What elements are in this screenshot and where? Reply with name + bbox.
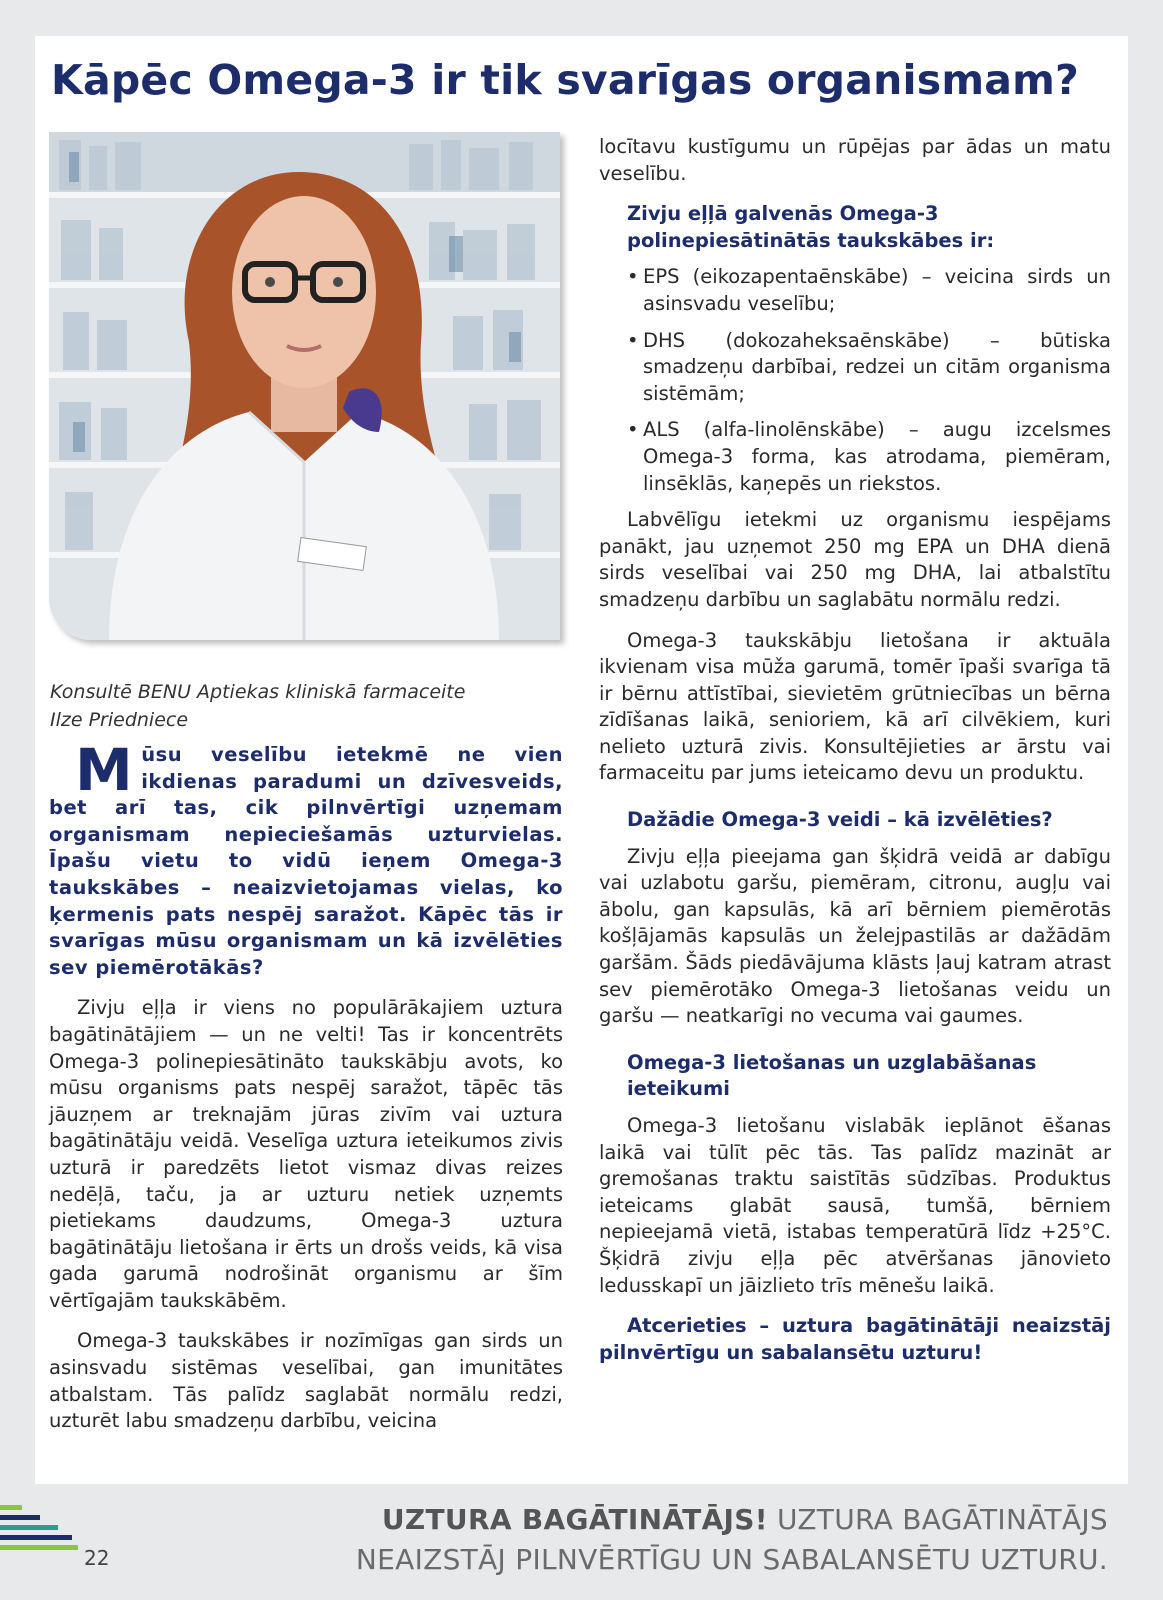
footer-disclaimer [356,1500,1108,1580]
list-item: • EPS (eikozapentaēnskābe) – veicina sirds un asinsvadu veselību; [627,264,1111,317]
footer-line-1 [356,1500,1108,1540]
subheading-types: Dažādie Omega-3 veidi – kā izvēlēties? [627,808,1053,832]
body-paragraph-2-end: locītavu kustīgumu un rūpējas par ādas un matu veselību. [599,135,1111,185]
footer-line-2: NEAIZSTĀJ PILNVĒRTĪGU UN SABALANSĒTU UZTURU. [355,1543,1108,1576]
subheading-usage: Omega-3 lietošanas un uzglabāšanas ieteikumi [627,1050,1037,1101]
stripe-navy-short [0,1515,40,1520]
caption-line-1: Konsultē BENU Aptiekas kliniskā farmaceite [50,681,466,703]
body-paragraph-3: Labvēlīgu ietekmi uz organismu iespējams panākt, jau uzņemot 250 mg EPA un DHA dienā sirds veselībai vai 250 mg DHA, lai atbalstītu smadzeņu darbību un saglabātu normālu redzi. [599,508,1111,611]
footer-bold-text: UZTURA BAGĀTINĀTĀJS! [381,1503,768,1536]
stripe-navy-long [0,1535,72,1540]
closing-statement: Atcerieties – uztura bagātinātāji neaizstāj pilnvērtīgu un sabalansētu uzturu! [599,1314,1111,1364]
body-paragraph-1: Zivju eļļa ir viens no populārākajiem uztura bagātinātājiem — un ne velti! Tas ir koncentrēts Omega-3 polinepiesātināto taukskābju avots, ko mūsu organisms pats nespēj saražot, tāpēc tās jāuzņem ar treknajām jūras zivīm vai uztura bagātinātāju veidā. Veselīga uztura ieteikumos zivis uzturā ir paredzēts lietot vismaz divas reizes nedēļā, taču, ja ar uzturu netiek uzņemts pietiekams daudzums, Omega-3 uztura bagātinātāju lietošana ir ērts un drošs veids, kā visa gada garumā nodrošināt organismu ar šīm vērtīgajām taukskābēm. [49,996,563,1312]
stripe-teal [0,1525,58,1530]
caption-line-2: Ilze Priedniece [50,709,189,731]
pharmacist-photo [49,132,560,640]
subheading-fatty-acids: Zivju eļļā galvenās Omega-3 polinepiesātinātās taukskābes ir: [627,202,995,252]
stripe-green-long [0,1545,78,1550]
lead-text: ūsu veselību ietekmē ne vien ikdienas paradumi un dzīvesveids, bet arī tas, cik pilnvērtīgi uzņemam organismam nepieciešamās uzturvielas. Īpašu vietu to vidū ieņem Omega-3 taukskābes – neaizvietojamas vielas, ko ķermenis pats nespēj saražot. Kāpēc tās ir svarīgas mūsu organismam un kā izvēlēties sev piemērotākās? [49,743,563,979]
list-item: • DHS (dokozaheksaēnskābe) – būtiska smadzeņu darbībai, redzei un citām organisma sistēmām; [627,328,1111,408]
footer-line-1-rest: UZTURA BAGĀTINĀTĀJS [767,1503,1108,1536]
left-column [49,736,563,1449]
article-page [35,36,1128,1484]
body-paragraph-5: Zivju eļļa pieejama gan šķidrā veidā ar dabīgu vai uzlabotu garšu, piemēram, citronu, augļu vai ābolu, gan kapsulās, kā arī bērniem piemērotās košļājamās kapsulās un želejpastilās ar dažādām garšām. Šāds piedāvājuma klāsts ļauj katram atrast sev piemērotāko Omega-3 lietošanas veidu un garšu — neatkarīgi no vecuma vai gaumes. [599,844,1111,1028]
lead-paragraph [49,736,563,981]
drop-cap: M [75,736,134,804]
body-paragraph-4: Omega-3 taukskābju lietošana ir aktuāla ikvienam visa mūža garumā, tomēr īpaši svarīga tā ir bērnu attīstībai, sievietēm grūtniecības un bērna zīdīšanas laikā, senioriem, kā arī cilvēkiem, kuri nelieto uzturā zivis. Konsultējieties ar ārstu vai farmaceitu par jums ieteicamo devu un produktu. [599,628,1111,785]
photo-caption [50,678,570,734]
body-paragraph-2-start: Omega-3 taukskābes ir nozīmīgas gan sirds un asinsvadu sistēmas veselībai, gan imunitātes atbalstam. Tās palīdz saglabāt normālu redzi, uzturēt labu smadzeņu darbību, veicina [49,1329,563,1433]
body-paragraph-6: Omega-3 lietošanu vislabāk ieplānot ēšanas laikā vai tūlīt pēc tās. Tas palīdz mazināt ar gremošanas traktu saistītās sūdzības. Produktus ieteicams glabāt sausā, tumšā, bērniem nepieejamā vietā, istabas temperatūrā līdz +25°C. Šķidrā zivju eļļa pēc atvēršanas jānovieto ledusskapī un jāizlieto trīs mēnešu laikā. [599,1114,1111,1297]
list-item: • ALS (alfa-linolēnskābe) – augu izcelsmes Omega-3 forma, kas atrodama, piemēram, linsēklās, kaņepēs un riekstos. [627,417,1111,497]
right-column [599,134,1111,1380]
article-title: Kāpēc Omega-3 ir tik svarīgas organismam? [51,56,1080,104]
stripe-green-short [0,1505,22,1510]
page-number: 22 [84,1546,110,1570]
fatty-acid-list [599,264,1111,497]
